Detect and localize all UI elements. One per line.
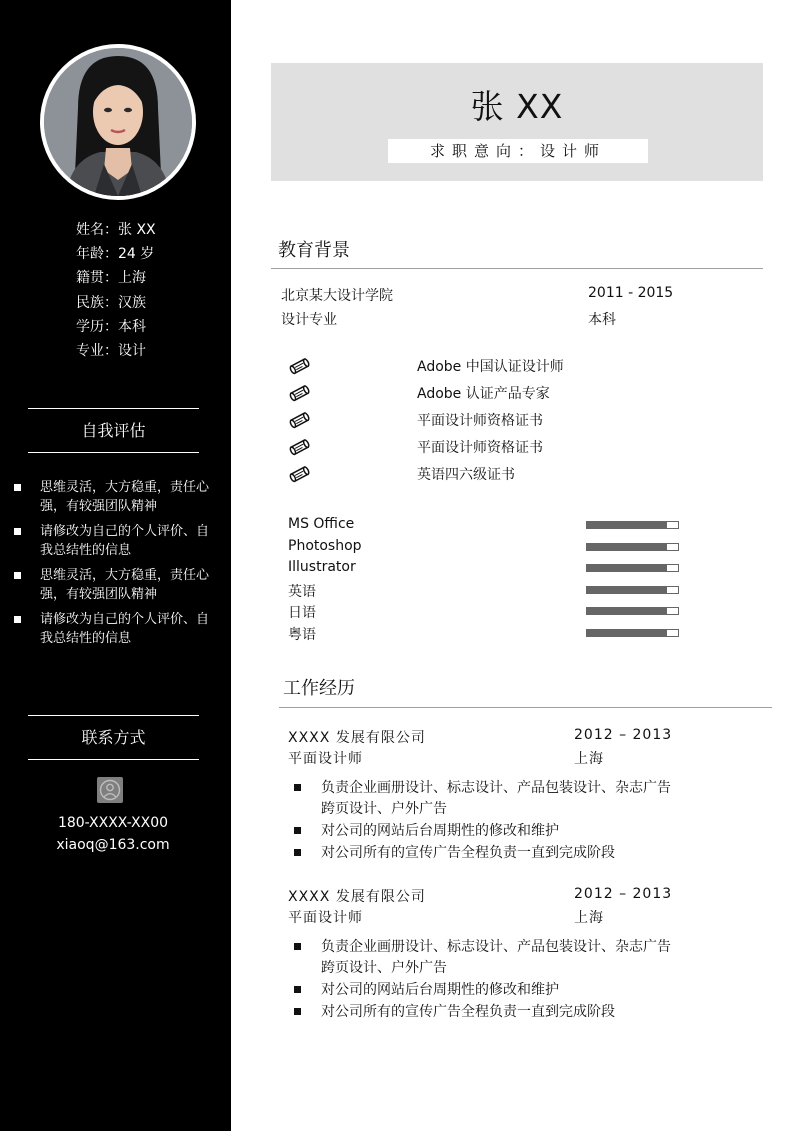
- job-location: 上海: [574, 751, 604, 767]
- job-company: XXXX 发展有限公司: [288, 730, 426, 746]
- certificate-scroll-icon: [287, 438, 313, 456]
- page-title: 张 XX: [470, 87, 564, 126]
- job-role: 平面设计师: [288, 751, 363, 767]
- contact-phone: 180-XXXX-XX00: [57, 815, 169, 831]
- education-school: 北京某大设计学院: [281, 288, 393, 304]
- square-bullet-icon: [14, 572, 21, 579]
- square-bullet-icon: [294, 943, 301, 950]
- divider: [28, 759, 199, 760]
- divider: [271, 268, 763, 269]
- list-item: [14, 610, 214, 648]
- skill-name: MS Office: [288, 516, 355, 532]
- job-intent: 求职意向：设计师: [388, 139, 648, 163]
- skill-name: Illustrator: [288, 559, 356, 576]
- education-title: 教育背景: [278, 240, 350, 261]
- certificate-name: 平面设计师资格证书: [417, 440, 543, 456]
- job-company: XXXX 发展有限公司: [288, 889, 426, 905]
- user-icon: [97, 777, 123, 803]
- certificate-name: 平面设计师资格证书: [417, 413, 543, 429]
- contact-title: 联系方式: [81, 728, 146, 747]
- certificate-scroll-icon: [287, 411, 313, 429]
- avatar: [44, 48, 192, 196]
- certificate-scroll-icon: [287, 357, 313, 375]
- info-name: 姓名：张 XX: [76, 222, 156, 238]
- eval-text: 思维灵活，大方稳重，责任心强，有较强团队精神: [40, 568, 210, 602]
- list-item: [294, 821, 674, 842]
- job-years: 2012 – 2013: [574, 886, 673, 902]
- divider: [279, 707, 772, 708]
- job-role: 平面设计师: [288, 910, 363, 926]
- skill-name: 日语: [288, 605, 316, 622]
- eval-text: 思维灵活，大方稳重，责任心强，有较强团队精神: [40, 480, 210, 514]
- skill-name: Photoshop: [288, 537, 362, 554]
- education-years: 2011 - 2015: [588, 285, 674, 301]
- duty-text: 对公司所有的宣传广告全程负责一直到完成阶段: [321, 845, 615, 861]
- skill-level-bar: [586, 543, 679, 551]
- info-major: 专业：设计: [76, 342, 146, 359]
- skill-level-bar: [586, 629, 679, 637]
- skill-name: 英语: [288, 583, 316, 600]
- duty-text: 负责企业画册设计、标志设计、产品包装设计、杂志广告跨页设计、户外广告: [321, 939, 671, 976]
- avatar-portrait: [44, 48, 192, 196]
- square-bullet-icon: [294, 784, 301, 791]
- self-eval-list: [14, 478, 214, 654]
- eval-text: 请修改为自己的个人评价、自我总结性的信息: [40, 524, 210, 558]
- square-bullet-icon: [294, 986, 301, 993]
- square-bullet-icon: [294, 849, 301, 856]
- skill-level-fill: [587, 544, 667, 550]
- job-location: 上海: [574, 910, 604, 926]
- duty-text: 对公司的网站后台周期性的修改和维护: [321, 823, 559, 839]
- contact-email: xiaoq@163.com: [56, 837, 170, 853]
- list-item: [14, 566, 214, 604]
- divider: [28, 452, 199, 453]
- skill-name: 粤语: [288, 627, 316, 643]
- contact-header: [28, 715, 199, 760]
- list-item: [294, 843, 674, 864]
- square-bullet-icon: [14, 528, 21, 535]
- skill-level-fill: [587, 608, 667, 614]
- work-title: 工作经历: [283, 678, 355, 699]
- list-item: [294, 1002, 674, 1023]
- resume-header: [271, 63, 763, 181]
- self-eval-header: [28, 408, 199, 453]
- square-bullet-icon: [294, 827, 301, 834]
- eval-text: 请修改为自己的个人评价、自我总结性的信息: [40, 612, 210, 646]
- duty-text: 对公司所有的宣传广告全程负责一直到完成阶段: [321, 1004, 615, 1020]
- square-bullet-icon: [294, 1008, 301, 1015]
- certificate-name: 英语四六级证书: [417, 467, 515, 483]
- skill-level-fill: [587, 522, 667, 528]
- skill-level-bar: [586, 564, 679, 572]
- skill-level-fill: [587, 587, 667, 593]
- skill-level-bar: [586, 607, 679, 615]
- avatar-frame: [40, 44, 196, 200]
- list-item: [14, 478, 214, 516]
- duty-text: 对公司的网站后台周期性的修改和维护: [321, 982, 559, 998]
- skill-level-fill: [587, 565, 667, 571]
- certificate-scroll-icon: [287, 384, 313, 402]
- list-item: [294, 778, 674, 820]
- certificate-scroll-icon: [287, 465, 313, 483]
- list-item: [14, 522, 214, 560]
- info-hometown: 籍贯：上海: [76, 270, 146, 287]
- skill-level-bar: [586, 521, 679, 529]
- personal-info: [76, 218, 226, 363]
- sidebar: [0, 0, 231, 1131]
- square-bullet-icon: [14, 616, 21, 623]
- education-degree: 本科: [588, 312, 616, 328]
- certificate-name: Adobe 认证产品专家: [417, 386, 550, 402]
- education-major: 设计专业: [281, 312, 337, 328]
- duty-text: 负责企业画册设计、标志设计、产品包装设计、杂志广告跨页设计、户外广告: [321, 780, 671, 817]
- skill-level-fill: [587, 630, 667, 636]
- certificate-name: Adobe 中国认证设计师: [417, 359, 564, 375]
- skill-level-bar: [586, 586, 679, 594]
- info-education: 学历：本科: [76, 318, 146, 335]
- self-eval-title: 自我评估: [81, 421, 146, 440]
- square-bullet-icon: [14, 484, 21, 491]
- job-years: 2012 – 2013: [574, 727, 673, 743]
- info-age: 年龄：24 岁: [76, 246, 155, 263]
- list-item: [294, 980, 674, 1001]
- info-ethnicity: 民族：汉族: [76, 294, 146, 311]
- list-item: [294, 937, 674, 979]
